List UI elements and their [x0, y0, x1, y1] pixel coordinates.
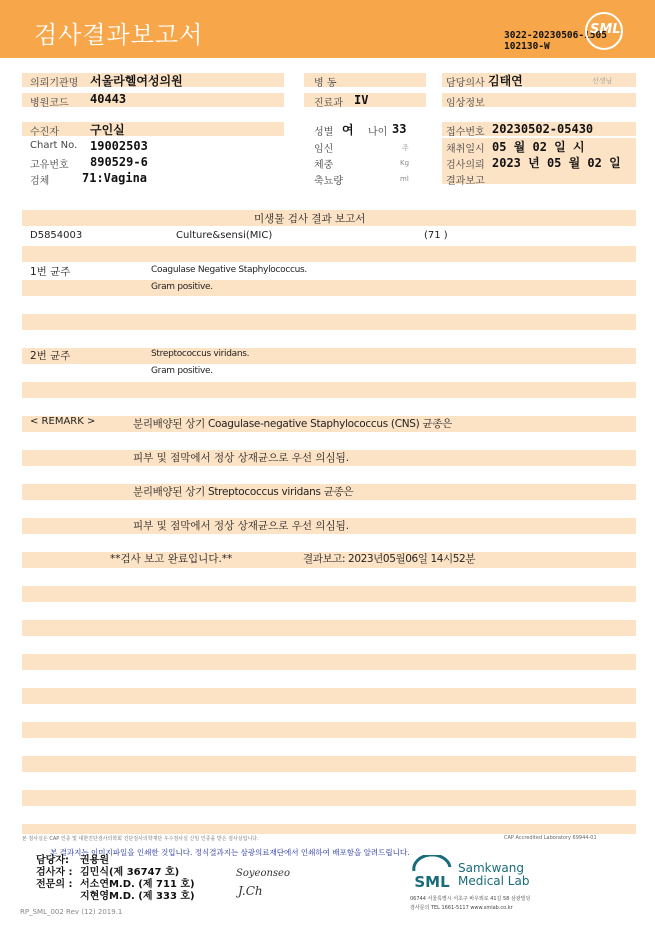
isolate2-gram: Gram positive. [151, 366, 213, 376]
stripe [22, 280, 636, 296]
cell-bg [22, 122, 284, 136]
ward-label: 병 동 [314, 78, 337, 89]
sml-logo-text: SML [414, 873, 450, 891]
header-logo-text: SML [590, 22, 621, 37]
urine-unit: ml [400, 175, 409, 183]
specialist-value2: 지현영M.D. (제 333 호) [80, 891, 195, 902]
examiner-value: 김민식(제 36747 호) [80, 867, 180, 878]
doctor-label: 담당의사 [446, 78, 485, 89]
isolate1-gram: Gram positive. [151, 282, 213, 292]
request-value: 2023 년 05 월 02 일 [492, 156, 621, 170]
lab-address-line: 06744 서울특별시 서초구 바우뫼로 41길 58 삼광빌딩 [410, 896, 531, 902]
chart-value: 19002503 [90, 139, 148, 153]
hospital-code-value: 40443 [90, 92, 127, 106]
doctor-value: 김태연 [488, 74, 523, 88]
doctor-suffix: 선생님 [592, 77, 613, 85]
remark-line2: 피부 및 점막에서 정상 상재균으로 우선 의심됨. [133, 452, 350, 464]
stripe [22, 654, 636, 670]
reporter-value: 권용원 [80, 855, 109, 866]
pregnancy-label: 임신 [314, 144, 334, 155]
reporter-label: 담당자: [36, 855, 69, 866]
sex-label: 성별 [314, 127, 334, 138]
isolate1-organism: Coagulase Negative Staphylococcus. [151, 265, 307, 275]
pregnancy-unit: 주 [402, 144, 409, 152]
sex-value: 여 [342, 123, 354, 137]
stripe [22, 348, 636, 364]
collect-label: 채취일시 [446, 144, 485, 155]
isolate1-label: 1번 균주 [30, 266, 71, 278]
report-complete-text: **검사 보고 완료입니다.** [110, 553, 233, 565]
specialist-value1: 서소연M.D. (제 711 호) [80, 879, 195, 890]
chart-label: Chart No. [30, 140, 78, 151]
receipt-label: 접수번호 [446, 127, 485, 138]
id-label: 고유번호 [30, 160, 69, 171]
stripe [22, 756, 636, 772]
specialist-label: 전문의 : [36, 879, 73, 890]
remark-label: < REMARK > [30, 416, 96, 427]
receipt-value: 20230502-05430 [492, 122, 594, 136]
recipient-value: 구인실 [90, 123, 125, 137]
isolate2-organism: Streptococcus viridans. [151, 349, 250, 359]
stripe [22, 586, 636, 602]
recipient-label: 수진자 [30, 127, 59, 138]
age-value: 33 [392, 122, 407, 136]
report-section-title: 미생물 검사 결과 보고서 [254, 213, 366, 225]
dept-label: 진료과 [314, 98, 343, 109]
isolate2-label: 2번 균주 [30, 350, 71, 362]
hospital-code-label: 병원코드 [30, 98, 69, 109]
cap-accreditation: CAP Accredited Laboratory 69944-01 [504, 835, 597, 841]
urine-label: 축뇨량 [314, 176, 343, 187]
lab-contact-line: 검사문의 TEL 1661-5117 www.smlab.co.kr [410, 905, 513, 911]
stripe [22, 620, 636, 636]
stripe [22, 790, 636, 806]
signature-2: J.Ch [238, 884, 263, 898]
remark-line1: 분리배양된 상기 Coagulase-negative Staphylococcus (CNS) 균종은 [133, 418, 453, 430]
clinical-label: 임상정보 [446, 98, 485, 109]
request-label: 검사의뢰 [446, 160, 485, 171]
header-bar [0, 0, 655, 58]
examiner-label: 검사자 : [36, 867, 73, 878]
sml-logo-icon [410, 855, 454, 895]
specimen-label: 검체 [30, 176, 50, 187]
weight-label: 체중 [314, 160, 334, 171]
stripe [22, 688, 636, 704]
remark-line4: 피부 및 점막에서 정상 상재균으로 우선 의심됨. [133, 520, 350, 532]
stripe [22, 382, 636, 398]
collect-value: 05 월 02 일 시 [492, 140, 585, 154]
lab-address [410, 895, 530, 913]
test-code: D5854003 [30, 230, 83, 241]
print-notice: 본 결과지는 이미지파일을 인쇄한 것입니다. 정식결과지는 삼광의료재단에서 인쇄하여 배포함을 알려드립니다. [50, 848, 410, 857]
lab-name [458, 862, 529, 888]
stripe [22, 722, 636, 738]
lab-name-line2: Medical Lab [458, 874, 530, 888]
stripe [22, 246, 636, 262]
specimen-value: 71:Vagina [82, 171, 148, 185]
test-specimen: (71 ) [424, 230, 448, 241]
signature-1: Soyeonseo [236, 868, 290, 879]
test-name: Culture&sensi(MIC) [176, 230, 273, 241]
form-code: RP_SML_002 Rev (12) 2019.1 [20, 908, 123, 916]
weight-unit: Kg [400, 159, 410, 167]
lab-name-line1: Samkwang [458, 861, 524, 875]
id-value: 890529-6 [90, 155, 148, 169]
stripe [22, 314, 636, 330]
report-code-line1: 3022-20230506-1505 [504, 30, 607, 41]
page-title: 검사결과보고서 [34, 21, 204, 49]
stripe [22, 824, 636, 834]
result-report-label: 결과보고 [446, 176, 485, 187]
report-code-line2: 102130-W [504, 41, 550, 52]
hospital-label: 의뢰기관명 [30, 78, 79, 89]
hospital-value: 서울라헬여성의원 [90, 74, 183, 88]
result-report-time: 결과보고: 2023년05월06일 14시52분 [303, 553, 476, 565]
footer-disclaimer: 본 검사실은 CAP 인증 및 대한진단검사의학회 진단검사의학재단 우수검사실 신임 인증을 받은 검사실입니다. [22, 836, 259, 842]
dept-value: IV [354, 93, 369, 107]
remark-line3: 분리배양된 상기 Streptococcus viridans 균종은 [133, 486, 354, 498]
age-label: 나이 [368, 127, 388, 138]
